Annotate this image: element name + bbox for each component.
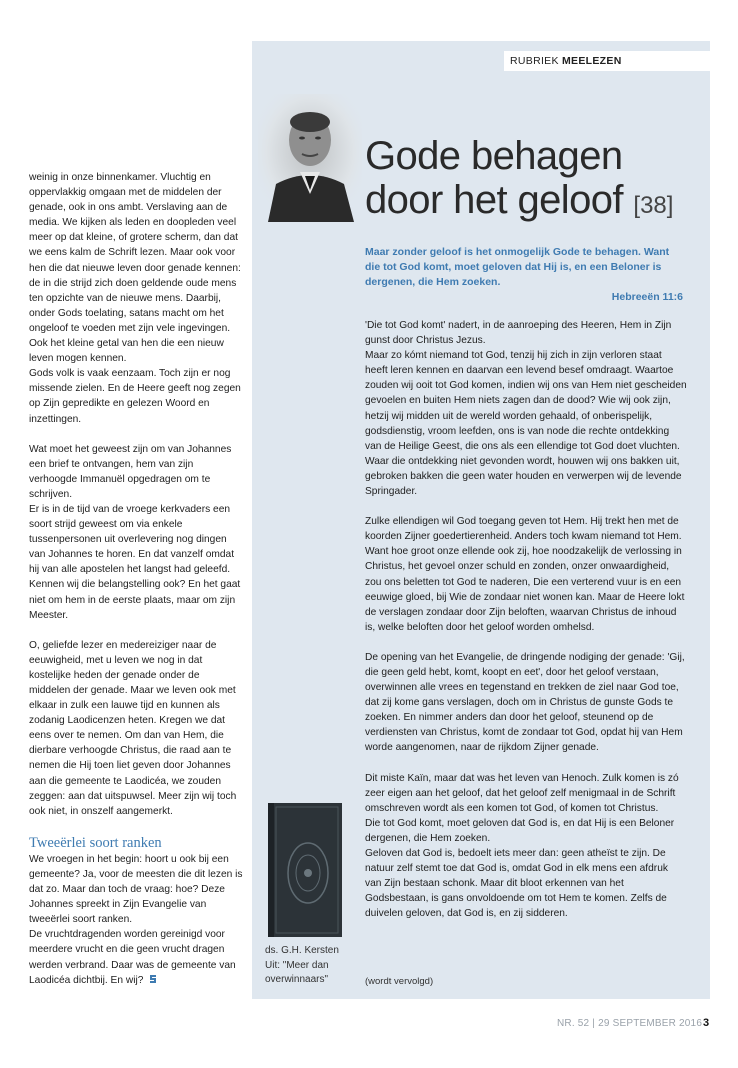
right-paragraph-1: 'Die tot God komt' nadert, in de aanroeping des Heeren, Hem in Zijn gunst door Christus Jezus.	[365, 320, 672, 347]
article-series-number: [38]	[633, 192, 674, 219]
continued-note: (wordt vervolgd)	[365, 976, 434, 987]
image-caption	[265, 944, 361, 988]
left-paragraph-4: Er is in de tijd van de vroege kerkvaders een soort strijd geweest om via enkele tussenpersonen uit overlevering nog dingen van Johannes te horen. En dat vanzelf omdat hij van alle apostelen het langst had geleefd. Kennen wij die belangstelling ook? En het gaat niet om hem in de eerste plaats, maar om zijn Meester.	[29, 503, 241, 621]
right-column	[365, 318, 687, 921]
author-portrait	[258, 94, 362, 222]
subheading: Tweeërlei soort ranken	[29, 834, 162, 851]
caption-line-2: Uit: "Meer dan	[265, 959, 329, 971]
left-paragraph-2: Gods volk is vaak eenzaam. Toch zijn er nog missende zielen. En de Heere geeft nog zegen op Zijn gepredikte en gelezen Woord en inzettingen.	[29, 368, 241, 425]
article-title-line-2	[365, 178, 710, 228]
lead-reference: Hebreeën 11:6	[611, 291, 683, 303]
page-number: 3	[703, 1017, 710, 1029]
right-paragraph-7: Geloven dat God is, bedoelt iets meer dan: geen atheïst te zijn. De natuur zelf stemt toe dat God is, omdat God in elk mens een afdruk van Zijn bestaan schonk. Maar dit bloot erkennen van het Godsbestaan, is gans onvoldoende om tot Hem te komen. Zelfs de duivelen geloven, dat God is, en zij sidderen.	[365, 848, 668, 920]
right-paragraph-5: Dit miste Kaïn, maar dat was het leven van Henoch. Zulk komen is zó zeer eigen aan het geloof, dat het geloof zelf menigmaal in de Schrift omschreven wordt als een komen tot God, of komen tot Christus.	[365, 772, 679, 814]
left-column	[29, 170, 243, 988]
right-paragraph-6: Die tot God komt, moet geloven dat God is, en dat Hij is een Beloner dergenen, die Hem zoeken.	[365, 817, 675, 844]
book-cover-image	[268, 803, 342, 937]
caption-line-1: ds. G.H. Kersten	[265, 945, 339, 956]
left-paragraph-5: O, geliefde lezer en medereiziger naar de eeuwigheid, met u leven we nog in dat kostelijke heden der genade onder de middelen der genade. Maar we leven ook met elkaar in zulk een lauwe tijd en kunnen als zodanig Laodicenzen heten. Kregen we dat eens over te nemen. Om dan van Hem, die dierbare verhoogde Christus, die raad aan te nemen die Hij toen liet geven door Johannes aan die gemeente te Laodicéa, we zouden zeggen: aan dat uitspuwsel. Meer zijn wij toch ook niet, in onszelf aangemerkt.	[29, 639, 237, 817]
issue-info: NR. 52 | 29 SEPTEMBER 2016	[557, 1018, 703, 1029]
left-paragraph-3: Wat moet het geweest zijn om van Johannes een brief te ontvangen, hem van zijn verhoogde Immanuël opgedragen om te schrijven.	[29, 443, 232, 500]
caption-line-3: overwinnaars"	[265, 974, 329, 985]
article-title	[365, 134, 710, 228]
left-paragraph-6: We vroegen in het begin: hoort u ook bij een gemeente? Ja, voor de meesten die dit lezen is dat zo. Maar dan toch de vraag: hoe? Deze Johannes spreekt in Zijn Evangelie van tweeërlei soort ranken.	[29, 853, 243, 926]
section-label-prefix: RUBRIEK	[510, 55, 559, 67]
lead-quote: Maar zonder geloof is het onmogelijk Gode te behagen. Want die tot God komt, moet geloven dat Hij is, en een Beloner is dergenen, die Hem zoeken.	[365, 246, 670, 288]
article-title-line-1: Gode behagen	[365, 134, 623, 178]
left-paragraph-7-text: De vruchtdragenden worden gereinigd voor meerdere vrucht en die geen vrucht dragen werden verbrand. Daar was de gemeente van Laodicéa dichtbij. En wij?	[29, 929, 236, 986]
section-label	[504, 51, 710, 71]
section-label-name: MEELEZEN	[562, 55, 622, 67]
left-paragraph-7	[29, 927, 243, 987]
right-paragraph-3: Zulke ellendigen wil God toegang geven tot Hem. Hij trekt hen met de koorden Zijner goedertierenheid. Anders toch kwam niemand tot Hem. Want hoe groot onze ellende ook zij, hoe noodzakelijk de verlossing in Christus, het gevoel onzer schuld en zonden, onzer onwaardigheid, zou ons beletten tot God te naderen, Die een verterend vuur is en een eeuwige gloed, bij Wie de zondaar niet wonen kan. Maar de Heere lokt de verslagen zondaar door Zijn beloften, waarvan Christus de inhoud is, welke beloften door het geloof worden omhelsd.	[365, 516, 685, 633]
right-paragraph-4: De opening van het Evangelie, de dringende nodiging der genade: 'Gij, die geen geld hebt, komt, koopt en eet', door het geloof verstaan, overwinnen alle vrees en tegenstand en trekken de ziel naar God toe, dat zij kome gans verslagen, doch om in Christus de gunste Gods te zoeken. En nimmer anders dan door het geloof, steunend op de verdiensten van Christus, komt de zondaar tot God, opdat hij van Hem worde aangenomen, naar de rijkdom Zijner genade.	[365, 651, 685, 754]
left-paragraph-1: weinig in onze binnenkamer. Vluchtig en oppervlakkig omgaan met de middelen der genade, ook in ons ambt. Verslaving aan de media. We kijken als leden en doopleden veel meer op dat kleine, of grotere scherm, dan dat we eens kalm de Schrift lezen. Maar ook voor hen die dat nieuwe leven door genade kennen: de in die strijd zich doen geldende oude mens ten opzichte van de nieuwe mens. Daarbij, onder Gods toelating, satans macht om het ongeloof te voeden met zijn vele ingevingen. Ook het kleine getal van hen die een nieuw leven mogen kennen.	[29, 172, 241, 365]
end-mark-icon	[148, 974, 158, 984]
right-paragraph-2: Maar zo kómt niemand tot God, tenzij hij zich in zijn verloren staat heeft leren kennen en daarvan een levend besef omdraagt. Waartoe zouden wij ooit tot God komen, indien wij ons van Hem niet gescheiden gevoelen en buiten Hem niets zagen dan de dood? Wie wij ook zijn, hetzij wij midden uit de wereld worden gehaald, of onberispelijk, godsdienstig, vroom leefden, ons is van node die rechte ontdekking van de Heilige Geest, die ons als een ellendige tot God doet vluchten. Waar die ontdekking niet gevonden wordt, houwen wij ons bakken uit, gebroken bakken die geen water houden en verwerpen wij de levende Springader.	[365, 350, 687, 498]
article-title-line-2-text: door het geloof	[365, 178, 623, 222]
